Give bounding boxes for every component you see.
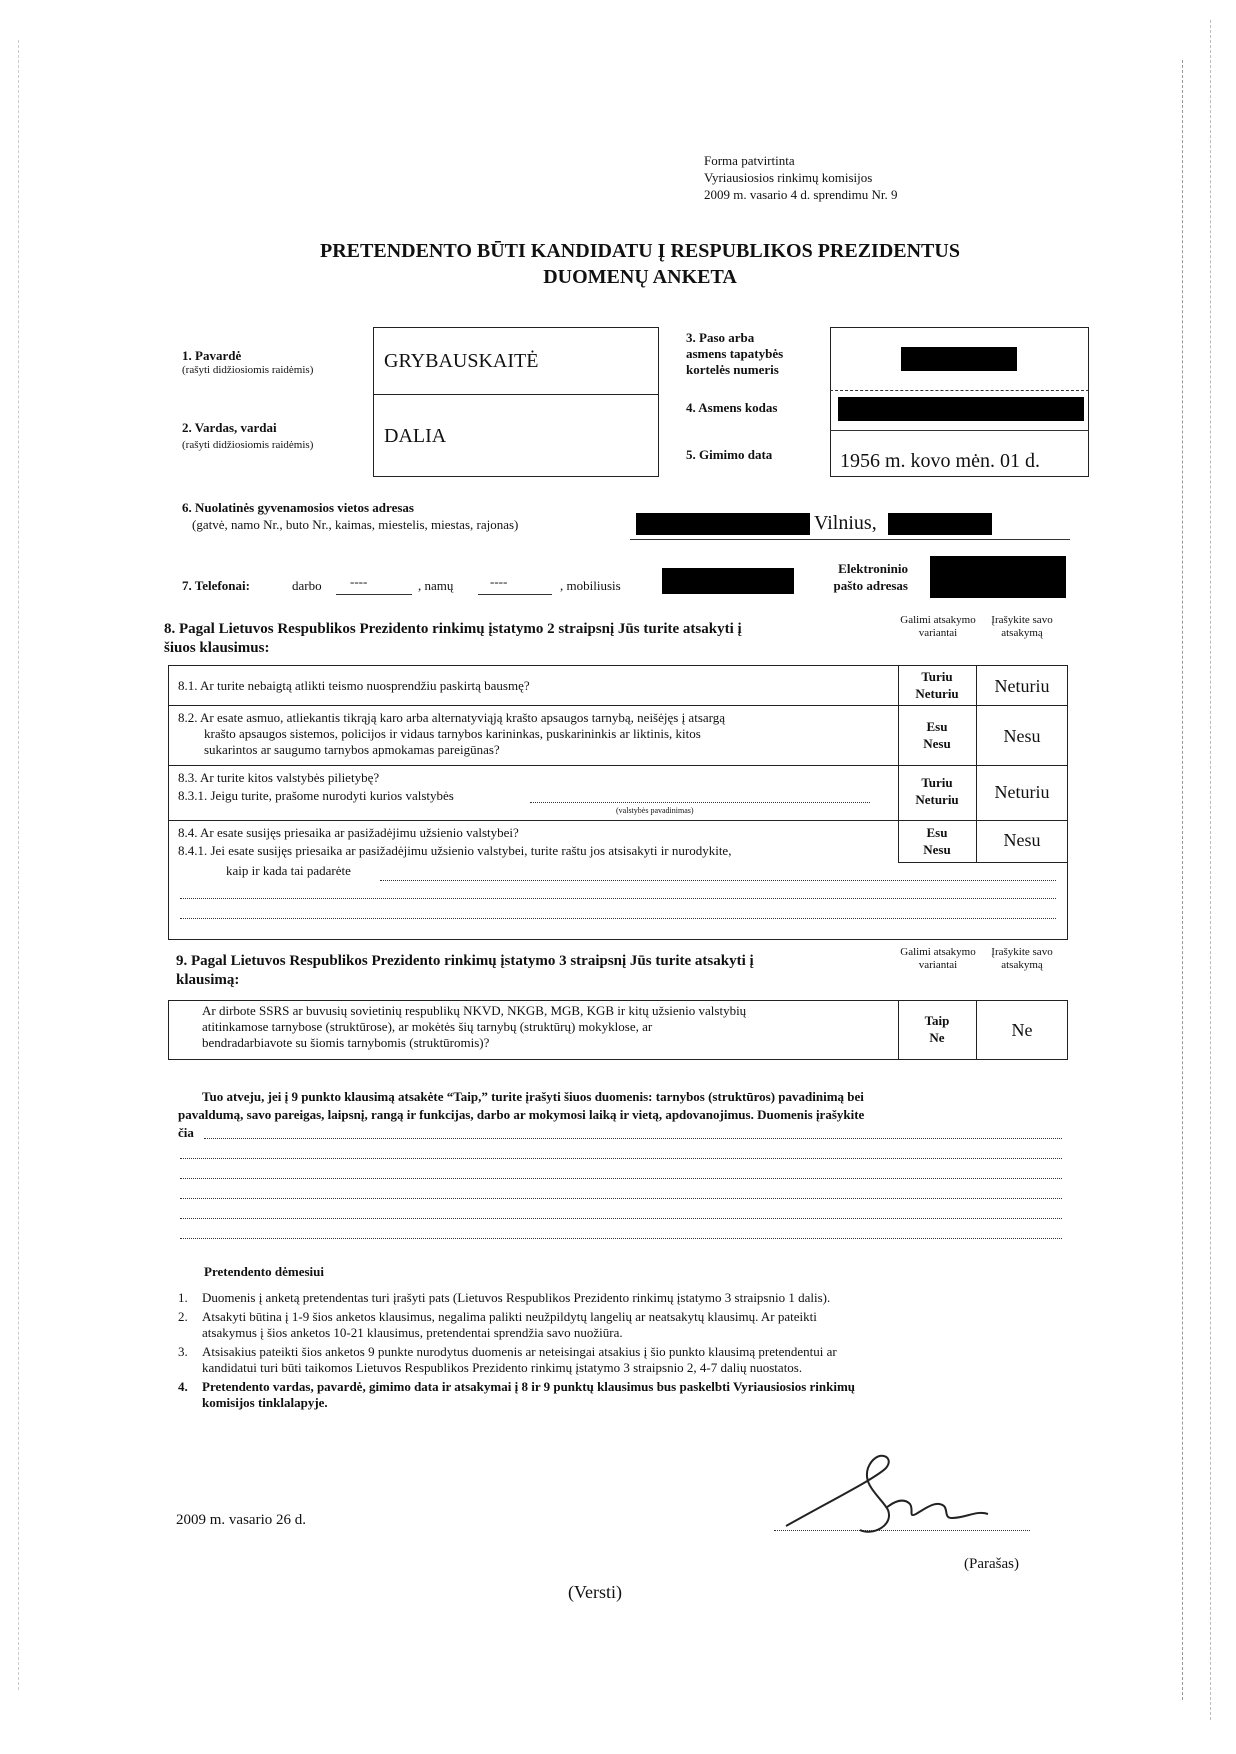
q82-answer: Nesu: [1003, 726, 1041, 746]
passport-label: [686, 330, 783, 378]
q83-options: [898, 774, 976, 808]
section8-col-answer: Įrašykite savo atsakymą: [991, 614, 1053, 639]
phone-work-label: darbo: [292, 578, 322, 593]
q84-option-2: Nesu: [923, 842, 951, 857]
s8-row-line-3: [168, 820, 1068, 821]
s9-question-line-3: bendradarbiavote su šiomis tarnybomis (struktūromis)?: [202, 1035, 490, 1050]
q83-option-1: Turiu: [921, 775, 953, 790]
scan-edge-right: [1182, 60, 1183, 1700]
phone-mobile-redacted: [662, 568, 794, 594]
s9-options: [898, 1012, 976, 1046]
birth-label: 5. Gimimo data: [686, 447, 773, 462]
approval-block: [704, 152, 1004, 203]
section8-col-options: Galimi atsakymo variantai: [900, 614, 976, 639]
followup-fill-line-2: [180, 1158, 1062, 1159]
notice-item-line: Duomenis į anketą pretendentas turi įrašyti pats (Lietuvos Respublikos Prezidento rinkimų įstatymo 3 straipsnio 1 dalis).: [202, 1290, 831, 1305]
followup-text: [178, 1088, 1068, 1142]
followup-fill-line-4: [180, 1198, 1062, 1199]
phone-label: 7. Telefonai:: [182, 578, 250, 593]
surname-label: 1. Pavardė: [182, 348, 242, 363]
s9-option-2: Ne: [929, 1030, 945, 1045]
section9-heading: [176, 952, 896, 990]
q83-text: 8.3. Ar turite kitos valstybės pilietybę?: [178, 770, 380, 785]
q841-text: [178, 843, 894, 879]
q84-text: 8.4. Ar esate susijęs priesaika ar pasižadėjimu užsienio valstybei?: [178, 825, 519, 840]
notice-heading: Pretendento dėmesiui: [204, 1264, 324, 1279]
q841-fill-line-3: [180, 918, 1056, 919]
followup-fill-line-3: [180, 1178, 1062, 1179]
surname-value: GRYBAUSKAITĖ: [384, 350, 539, 372]
address-hint: (gatvė, namo Nr., buto Nr., kaimas, miestelis, miestas, rajonas): [192, 517, 519, 532]
id-box-divider-2: [830, 430, 1089, 431]
form-title: [200, 238, 1080, 290]
q84-options: [898, 824, 976, 858]
q82-option-1: Esu: [926, 719, 948, 734]
form-title-line-1: PRETENDENTO BŪTI KANDIDATU Į RESPUBLIKOS PREZIDENTUS: [320, 240, 960, 262]
followup-line-1: Tuo atveju, jei į 9 punkto klausimą atsakėte “Taip,” turite įrašyti šiuos duomenis: tarnybos (struktūros) pavadinimą bei: [202, 1089, 864, 1104]
email-label-1: Elektroninio: [838, 561, 908, 576]
notice-item-number: 1.: [178, 1290, 188, 1305]
followup-fill-line-5: [180, 1218, 1062, 1219]
notice-item-number: 3.: [178, 1344, 188, 1359]
section9-col-answer: Įrašykite savo atsakymą: [991, 946, 1053, 971]
name-hint: (rašyti didžiosiomis raidėmis): [182, 439, 314, 451]
section8-heading-1: 8. Pagal Lietuvos Respublikos Prezidento rinkimų įstatymo 2 straipsnį Jūs turite atsakyti į: [164, 621, 742, 637]
s8-row-line-1: [168, 705, 1068, 706]
notice-item-line: atsakymus į šios anketos 10-21 klausimus, pretendentai sprendžia savo nuožiūra.: [202, 1325, 623, 1340]
s8-row-line-2: [168, 765, 1068, 766]
section8-heading: [164, 620, 884, 658]
address-street-redacted: [636, 513, 810, 535]
followup-line-3: čia: [178, 1125, 194, 1140]
q831-fill-line: [530, 802, 870, 803]
q81-answer: Neturiu: [994, 676, 1050, 696]
notice-list: [178, 1290, 1068, 1411]
notice-item-line: Atsakyti būtina į 1-9 šios anketos klausimus, negalima palikti neužpildytų langelių ar neatsakytų klausimų. Ar pateikti: [202, 1309, 817, 1324]
notice-item-number: 2.: [178, 1309, 188, 1324]
id-box-divider: [830, 390, 1089, 391]
q81-options: [898, 668, 976, 702]
passport-label-1: 3. Paso arba: [686, 330, 755, 345]
q83-answer: Neturiu: [994, 782, 1050, 802]
address-underline: [630, 539, 1070, 540]
passport-number-redacted: [901, 347, 1017, 371]
birth-date-value: 1956 m. kovo mėn. 01 d.: [840, 450, 1040, 472]
phone-home-line: [478, 594, 552, 595]
notice-item: [178, 1344, 1068, 1376]
s8-row-line-4: [898, 862, 1068, 863]
q82-line-1: 8.2. Ar esate asmuo, atliekantis tikrąją karo arba alternatyviąją krašto apsaugos tarnybą, neišėjęs į atsargą: [178, 710, 726, 725]
signing-date: 2009 m. vasario 26 d.: [176, 1512, 306, 1528]
q81-option-2: Neturiu: [915, 686, 959, 701]
followup-line-2: pavaldumą, savo pareigas, laipsnį, rangą ir funkcijas, darbo ar mokymosi laiką ir vietą, apdovanojimus. Duomenis įrašykite: [178, 1107, 865, 1122]
notice-item: [178, 1309, 1068, 1341]
notice-item: [178, 1290, 1068, 1306]
passport-label-3: kortelės numeris: [686, 362, 779, 377]
address-label: 6. Nuolatinės gyvenamosios vietos adresas: [182, 500, 414, 515]
phone-home-value: ----: [490, 574, 508, 589]
section9-col-options: Galimi atsakymo variantai: [900, 946, 976, 971]
signature-image: [776, 1438, 1016, 1548]
name-box-divider: [373, 394, 659, 395]
q841-line-2: kaip ir kada tai padarėte: [226, 863, 351, 878]
scan-edge-left: [18, 40, 19, 1690]
surname-hint: (rašyti didžiosiomis raidėmis): [182, 364, 314, 376]
notice-item-line: komisijos tinklalapyje.: [202, 1395, 328, 1410]
name-value: DALIA: [384, 425, 447, 447]
q82-options: [898, 718, 976, 752]
approval-line-3: 2009 m. vasario 4 d. sprendimu Nr. 9: [704, 187, 898, 202]
notice-item-line: kandidatui turi būti taikomos Lietuvos Respublikos Prezidento rinkimų įstatymo 3 straipsnio 2, 4-7 dalių nuostatos.: [202, 1360, 803, 1375]
q84-answer: Nesu: [1003, 830, 1041, 850]
q841-fill-line-2: [180, 898, 1056, 899]
notice-item-number: 4.: [178, 1379, 188, 1394]
section9-heading-2: klausimą:: [176, 972, 240, 988]
turn-over: (Versti): [568, 1582, 622, 1602]
followup-fill-line-1: [204, 1138, 1062, 1139]
notice-item-line: Pretendento vardas, pavardė, gimimo data ir atsakymai į 8 ir 9 punktų klausimus bus paskelbti Vyriausiosios rinkimų: [202, 1379, 856, 1394]
s9-question-line-2: atitinkamose tarnybose (struktūrose), ar mokėtės šių tarnybų (struktūrų) mokyklose, ar: [202, 1019, 653, 1034]
q82-line-3: sukarintos ar saugumo tarnybos apmokamas pareigūnas?: [204, 742, 500, 757]
section8-heading-2: šiuos klausimus:: [164, 640, 270, 656]
s9-option-1: Taip: [924, 1013, 950, 1028]
approval-line-2: Vyriausiosios rinkimų komisijos: [704, 170, 873, 185]
q841-line-1: 8.4.1. Jei esate susijęs priesaika ar pasižadėjimu užsienio valstybei, turite raštu jos atsisakyti ir nurodykite,: [178, 843, 732, 858]
q84-option-1: Esu: [926, 825, 948, 840]
q841-fill-line-1: [380, 880, 1056, 881]
q82-option-2: Nesu: [923, 736, 951, 751]
phone-home-label: , namų: [418, 578, 454, 593]
name-label: 2. Vardas, vardai: [182, 420, 277, 435]
scan-edge-right-2: [1210, 20, 1211, 1720]
s9-answer: Ne: [1011, 1020, 1033, 1040]
q82-text: [178, 710, 894, 758]
phone-work-value: ----: [350, 574, 368, 589]
email-redacted: [930, 556, 1066, 598]
followup-fill-line-6: [180, 1238, 1062, 1239]
phone-work-line: [336, 594, 412, 595]
passport-label-2: asmens tapatybės: [686, 346, 784, 361]
q82-line-2: krašto apsaugos sistemos, policijos ir vidaus tarnybos karininkas, puskarininkis ar liktinis, kitos: [204, 726, 701, 741]
approval-line-1: Forma patvirtinta: [704, 153, 795, 168]
section9-heading-1: 9. Pagal Lietuvos Respublikos Prezidento rinkimų įstatymo 3 straipsnį Jūs turite atsakyti į: [176, 953, 754, 969]
personal-code-redacted: [838, 397, 1084, 421]
email-label-2: pašto adresas: [833, 578, 908, 593]
address-city: Vilnius,: [814, 512, 877, 534]
address-rest-redacted: [888, 513, 992, 535]
phone-mobile-label: , mobiliusis: [560, 578, 621, 593]
q81-option-1: Turiu: [921, 669, 953, 684]
personal-code-label: 4. Asmens kodas: [686, 400, 778, 415]
q83-option-2: Neturiu: [915, 792, 959, 807]
q831-text: 8.3.1. Jeigu turite, prašome nurodyti kurios valstybės: [178, 788, 454, 803]
form-title-line-2: DUOMENŲ ANKETA: [543, 266, 737, 288]
email-label: [818, 560, 908, 594]
notice-item-line: Atsisakius pateikti šios anketos 9 punkte nurodytus duomenis ar neteisingai atsakius į šio punkto klausimą pretendentui ar: [202, 1344, 837, 1359]
s9-question: [202, 1003, 892, 1051]
q831-hint: (valstybės pavadinimas): [616, 806, 694, 815]
notice-item: [178, 1379, 1068, 1411]
signature-label: (Parašas): [964, 1556, 1019, 1572]
s9-question-line-1: Ar dirbote SSRS ar buvusių sovietinių respublikų NKVD, NKGB, MGB, KGB ir kitų užsienio valstybių: [202, 1003, 747, 1018]
q81-text: 8.1. Ar turite nebaigtą atlikti teismo nuosprendžiu paskirtą bausmę?: [178, 678, 530, 693]
